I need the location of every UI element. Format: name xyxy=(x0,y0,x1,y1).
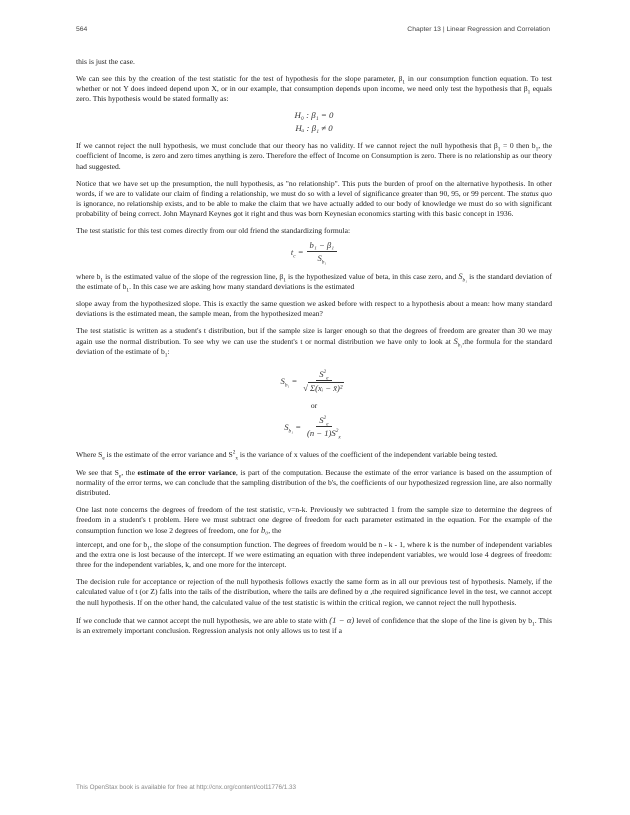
paragraph: The test statistic for this test comes directly from our old friend the standardizing formula: xyxy=(76,226,351,236)
page-body xyxy=(76,57,552,643)
alternative-hypothesis: Hₐ : β₁ ≠ 0 xyxy=(295,123,333,134)
null-hypothesis: H₀ : β₁ = 0 xyxy=(294,110,334,121)
paragraph: One last note concerns the degrees of freedom of the test statistic, ν=n-k. Previously we subtracted 1 from the sample size to determine the degrees of freedom in a student's t problem. Here we must subtract one degree of freedom for each parameter estimated in the equation. For the example of the consumption function we lose 2 degrees of freedom, one for b₀, the xyxy=(76,504,552,535)
std-error-formula-1: $S_{b_1}$ = $\frac{S^2_e}{\text{√ Σ(xᵢ − x̄)²}}$ xyxy=(280,368,343,394)
paragraph: Notice that we have set up the presumption, the null hypothesis, as "no relationship". This puts the burden of proof on the alternative hypothesis. In other words, if we are to validate our claim of finding a relationship, we must do so with a level of significance greater than 90, 95, or 99 percent. The status quo is ignorance, no relationship exists, and to be able to make the claim that we have actually added to our body of knowledge we must do so with significant probability of being correct. John Maynard Keynes got it right and thus was born Keynesian economics starting with this basic concept in 1936. xyxy=(76,178,553,218)
paragraph: If we cannot reject the null hypothesis, we must conclude that our theory has no validity. If we cannot reject the null hypothesis that $\beta_1 = 0$ then $b_1$, the coefficient of Income, is zero and zero times anything is zero. Therefore the effect of Income on Consumption is zero. There is no relationship as our theory had suggested. xyxy=(76,141,552,171)
paragraph: slope away from the hypothesized slope. This is exactly the same question we asked before with respect to a hypothesis about a mean: how many standard deviations is the estimated mean, the sample mean, from the hypothesized mean? xyxy=(76,298,552,318)
paragraph: The decision rule for acceptance or rejection of the null hypothesis follows exactly the same form as in all our previous test of hypothesis. Namely, if the calculated value of t (or Z) falls into the tails of the distribution, where the tails are defined by α ,the required significance level in the test, we cannot accept the null hypothesis. If on the other hand, the calculated value of the test statistic is within the critical region, we cannot reject the null hypothesis. xyxy=(76,577,552,607)
paragraph: The test statistic is written as a student's t distribution, but if the sample size is larger enough so that the degrees of freedom are greater than 30 we may again use the normal distribution. To see why we can use the student's t or normal distribution we have only to look at $S_{b_1},the$ formula for the standard deviation of the estimate of $b_1$: xyxy=(76,325,552,359)
paragraph: this is just the case. xyxy=(76,57,135,66)
page-number: 564 xyxy=(76,26,88,33)
paragraph: We see that $S_e$, the estimate of the error variance, is part of the computation. Because the estimate of the error variance is based on the assumption of normality of the error terms, we can conclude that the sampling distribution of the b's, the coefficients of our hypothesized regression line, are also normally distributed. xyxy=(76,467,552,497)
paragraph: We can see this by the creation of the test statistic for the test of hypothesis for the slope parameter, $\beta_1$ in our consumption function equation. To test whether or not Y does indeed depend upon X, or in our example, that consumption depends upon income, we need only test the hypothesis that $\beta_1$ equals zero. This hypothesis would be stated formally as: xyxy=(76,74,552,104)
chapter-title: Chapter 13 | Linear Regression and Correlation xyxy=(407,26,550,33)
test-statistic-formula: $t_c$ = $\frac{\text{b₁ − β₁}}{S_{b_1}}$ xyxy=(76,240,552,263)
or-text: or xyxy=(310,401,318,411)
std-error-formula-2: $S_{b_1}$ = $\frac{S^2_e}{(n - 1)S^2_x}$ xyxy=(284,415,341,442)
paragraph: If we conclude that we cannot accept the null hypothesis, we are able to state with (1 − α) level of confidence that the slope of the line is given by $b_1$. This is an extremely important conclusion. Regression analysis not only allows us to test if a xyxy=(76,614,552,635)
paragraph: Where $S_e$ is the estimate of the error variance and $S^2_x$ is the variance of x values of the coefficient of the independent variable being tested. xyxy=(76,449,498,462)
page-footer: This OpenStax book is available for free at http://cnx.org/content/col11776/1.33 xyxy=(76,784,297,791)
page-header xyxy=(76,26,550,38)
paragraph: intercept, and one for $b_1$, the slope of the consumption function. The degrees of freedom would be n - k - 1, where k is the number of independent variables and the extra one is lost because of the intercept. If we were estimating an equation with three independent variables, we would lose 4 degrees of freedom: three for the independent variables, k, and one more for the intercept. xyxy=(76,540,553,570)
hypotheses-equations xyxy=(76,109,552,135)
paragraph: where $b_1$ is the estimated value of the slope of the regression line, $\beta_1$ is the hypothesized value of beta, in this case zero, and $S_{b_1}$ is the standard deviation of the estimate of $b_1$. In this case we are asking how many standard deviations is the estimated xyxy=(76,271,552,294)
